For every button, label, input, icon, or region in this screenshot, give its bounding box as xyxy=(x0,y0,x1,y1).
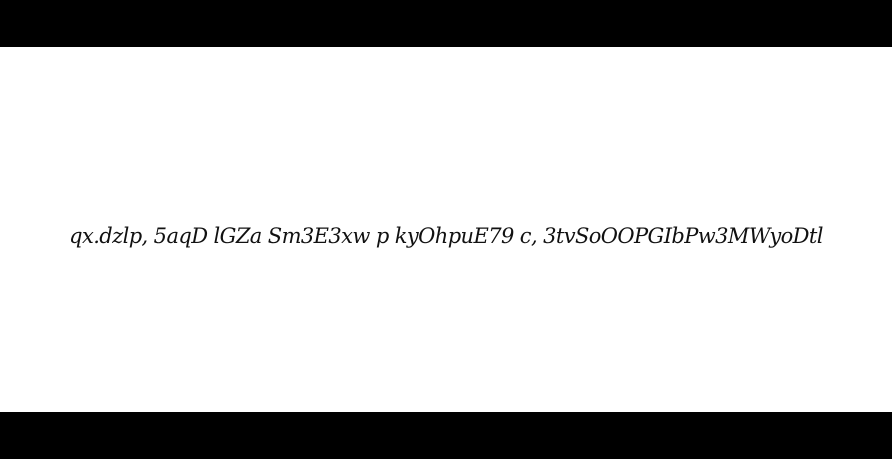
script-text-line: qx.dzlp, 5aqD lGZa Sm3E3xw p kyOhpuE79 c, 3tvSoOOPGIbPw3MWyoDtl xyxy=(69,223,823,248)
letterbox-top xyxy=(0,0,892,47)
letterbox-bottom xyxy=(0,412,892,459)
text-area xyxy=(0,47,892,412)
